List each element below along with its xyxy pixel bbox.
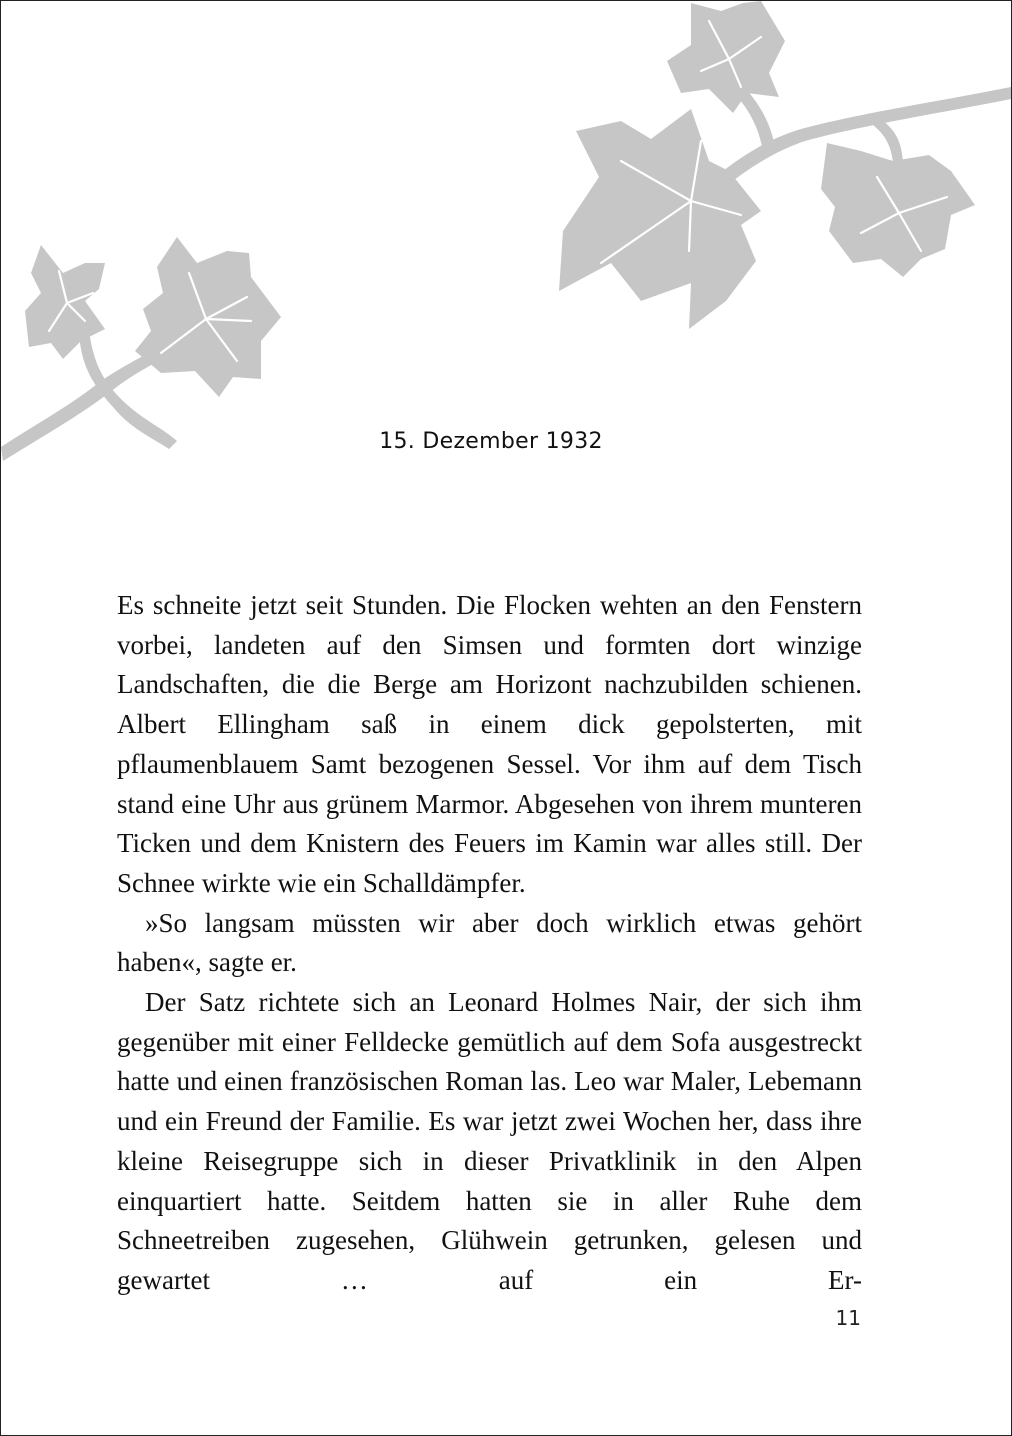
- page-number: 11: [835, 1306, 861, 1330]
- paragraph: »So langsam müssten wir aber doch wirklich etwas gehört haben«, sagte er.: [117, 907, 862, 978]
- chapter-date-heading: 15. Dezember 1932: [379, 429, 603, 454]
- ivy-leaf: [667, 1, 785, 113]
- ivy-leaf: [559, 109, 761, 329]
- paragraph: Es schneite jetzt seit Stunden. Die Flocken wehten an den Fenstern vorbei, landeten auf den Simsen und formten dort winzige Landschaften, die die Berge am Horizont nachzubilden schienen. Albert Ellingham saß in einem dick gepolsterten, mit pflaumenblauem Samt bezogenen Sessel. Vor ihm auf dem Tisch stand eine Uhr aus grünem Marmor. Abgesehen von ihrem munteren Ticken und dem Knistern des Feuers im Kamin war alles still. Der Schnee wirkte wie ein Schalldämpfer.: [117, 590, 862, 898]
- paragraph: Der Satz richtete sich an Leonard Holmes Nair, der sich ihm gegenüber mit einer Felldecke gemütlich auf dem Sofa ausgestreckt hatte und einen französischen Roman las. Leo war Maler, Lebemann und ein Freund der Familie. Es war jetzt zwei Wochen her, dass ihre kleine Reisegruppe sich in dieser Privatklinik in den Alpen einquartiert hatte. Seitdem hatten sie in aller Ruhe dem Schneetreiben zugesehen, Glühwein getrunken, gelesen und gewartet … auf ein Er-: [117, 987, 862, 1295]
- ivy-leaf: [25, 245, 105, 359]
- body-text: [117, 586, 862, 1301]
- ivy-illustration: [1, 1, 1011, 481]
